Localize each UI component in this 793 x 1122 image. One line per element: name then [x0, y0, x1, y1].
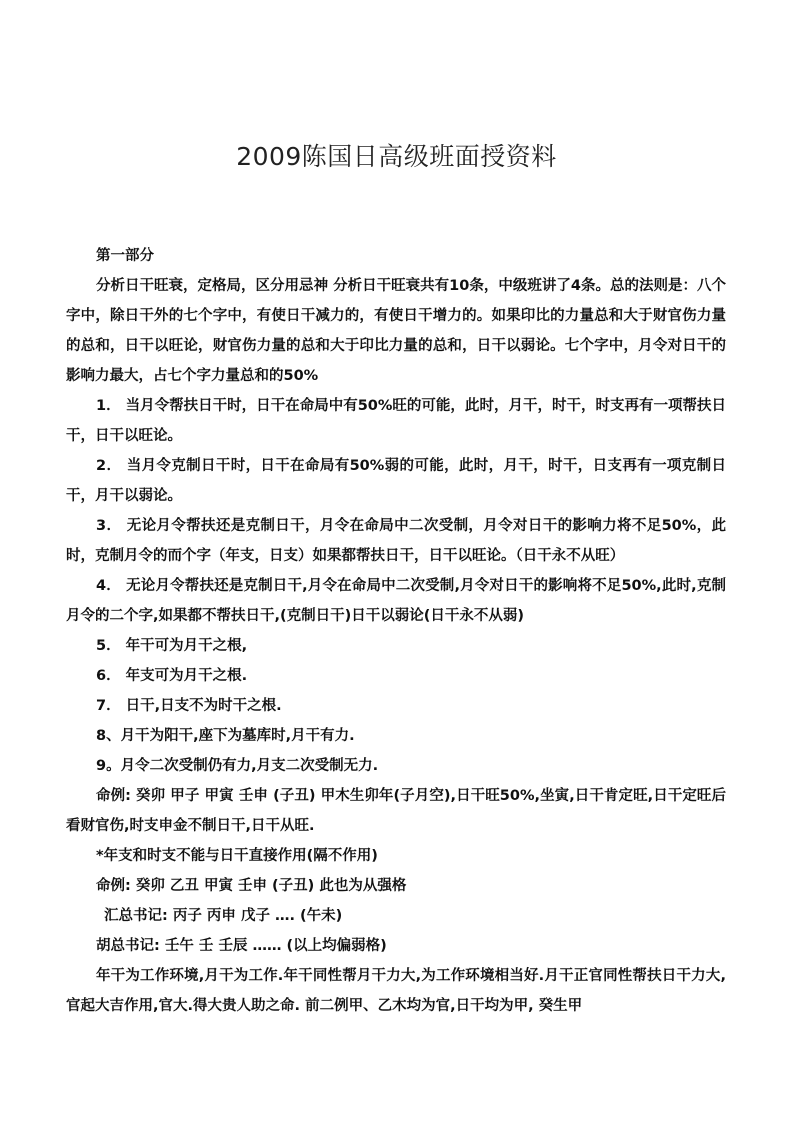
paragraph: 8、月干为阳干,座下为墓库时,月干有力.: [96, 728, 355, 744]
paragraph: 胡总书记: 壬午 壬 壬辰 …… (以上均偏弱格): [96, 938, 387, 954]
paragraph: 1． 当月令帮扶日干时，日干在命局中有50%旺的可能，此时，月干，时干，时支再有一项帮扶日干，日干以旺论。: [66, 398, 726, 444]
paragraph: 命例: 癸卯 乙丑 甲寅 壬申 (子丑) 此也为从强格: [96, 878, 407, 894]
document-body: [66, 241, 726, 1021]
paragraph: *年支和时支不能与日干直接作用(隔不作用): [96, 848, 378, 864]
paragraph: 5． 年干可为月干之根,: [96, 638, 248, 654]
paragraph: 9。月令二次受制仍有力,月支二次受制无力.: [96, 758, 379, 774]
paragraph: 4． 无论月令帮扶还是克制日干,月令在命局中二次受制,月令对日干的影响将不足50%,此时,克制月令的二个字,如果都不帮扶日干,(克制日干)日干以弱论(日干永不从弱): [66, 578, 726, 624]
paragraph: 分析日干旺衰，定格局，区分用忌神 分析日干旺衰共有10条，中级班讲了4条。总的法则是：八个字中，除日干外的七个字中，有使日干减力的，有使日干增力的。如果印比的力量总和大于财官伤力量的总和，日干以旺论，财官伤力量的总和大于印比力量的总和，日干以弱论。七个字中，月令对日干的影响力最大，占七个字力量总和的50%: [66, 278, 726, 384]
paragraph: 2． 当月令克制日干时，日干在命局有50%弱的可能，此时，月干，时干，日支再有一项克制日干，月干以弱论。: [66, 458, 726, 504]
paragraph: 6． 年支可为月干之根.: [96, 668, 248, 684]
paragraph: 年干为工作环境,月干为工作.年干同性帮月干力大,为工作环境相当好.月干正官同性帮扶日干力大,官起大吉作用,官大.得大贵人助之命. 前二例甲、乙木均为官,日干均为甲, 癸生甲: [66, 968, 726, 1014]
paragraph: 命例: 癸卯 甲子 甲寅 壬申 (子丑) 甲木生卯年(子月空),日干旺50%,坐寅,日干肯定旺,日干定旺后看财官伤,时支申金不制日干,日干从旺.: [66, 788, 726, 834]
paragraph: 第一部分: [96, 248, 154, 264]
page-title: 2009陈国日高级班面授资料: [236, 142, 557, 171]
paragraph: 3． 无论月令帮扶还是克制日干，月令在命局中二次受制，月令对日干的影响力将不足50%，此时，克制月令的而个字（年支，日支）如果都帮扶日干，日干以旺论。（日干永不从旺）: [66, 518, 726, 564]
paragraph: 汇总书记: 丙子 丙申 戊子 …. (午未): [104, 908, 343, 924]
paragraph: 7． 日干,日支不为时干之根.: [96, 698, 282, 714]
